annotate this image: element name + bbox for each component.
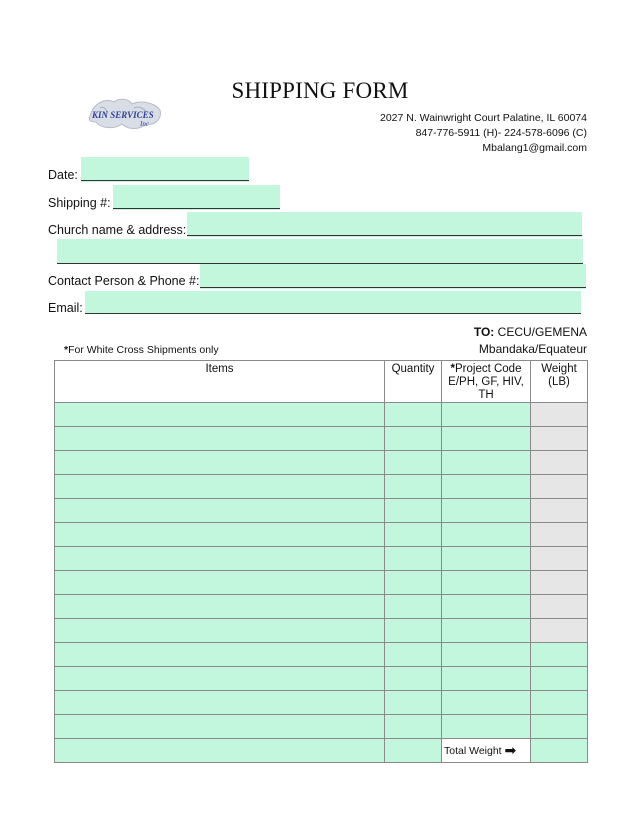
- item-cell[interactable]: [55, 427, 385, 451]
- quantity-cell[interactable]: [385, 643, 442, 667]
- weight-cell[interactable]: [531, 427, 588, 451]
- quantity-header: Quantity: [385, 361, 442, 403]
- email-field[interactable]: [85, 291, 581, 314]
- quantity-cell[interactable]: [385, 427, 442, 451]
- project-code-cell[interactable]: [442, 643, 531, 667]
- table-row: [55, 667, 588, 691]
- table-row: [55, 547, 588, 571]
- project-code-cell[interactable]: [442, 715, 531, 739]
- logo-text-inc: Inc: [140, 120, 149, 128]
- destination-line-1: CECU/GEMENA: [497, 325, 587, 339]
- table-row: [55, 643, 588, 667]
- weight-cell[interactable]: [531, 571, 588, 595]
- table-row: [55, 475, 588, 499]
- project-code-cell[interactable]: [442, 595, 531, 619]
- item-cell[interactable]: [55, 595, 385, 619]
- item-cell[interactable]: [55, 571, 385, 595]
- quantity-cell[interactable]: [385, 451, 442, 475]
- item-cell[interactable]: [55, 499, 385, 523]
- weight-cell[interactable]: [531, 475, 588, 499]
- quantity-cell[interactable]: [385, 571, 442, 595]
- project-code-cell[interactable]: [442, 691, 531, 715]
- email-label: Email:: [48, 301, 83, 315]
- shipping-number-label: Shipping #:: [48, 196, 111, 210]
- weight-cell[interactable]: [531, 451, 588, 475]
- items-table: [54, 360, 588, 763]
- email-underline: [85, 313, 581, 314]
- weight-cell[interactable]: [531, 667, 588, 691]
- item-cell[interactable]: [55, 667, 385, 691]
- project-code-sub: E/PH, GF, HIV, TH: [448, 376, 524, 401]
- to-label: TO:: [473, 325, 495, 339]
- table-row: [55, 571, 588, 595]
- project-code-cell[interactable]: [442, 451, 531, 475]
- item-cell[interactable]: [55, 547, 385, 571]
- quantity-cell[interactable]: [385, 523, 442, 547]
- project-code-header: *Project Code E/PH, GF, HIV, TH: [442, 361, 531, 403]
- email-line: Mbalang1@gmail.com: [482, 142, 587, 154]
- quantity-cell[interactable]: [385, 739, 442, 763]
- project-code-cell[interactable]: [442, 667, 531, 691]
- project-code-cell[interactable]: [442, 475, 531, 499]
- item-cell[interactable]: [55, 451, 385, 475]
- quantity-cell[interactable]: [385, 499, 442, 523]
- weight-cell[interactable]: [531, 403, 588, 427]
- table-row: [55, 619, 588, 643]
- white-cross-note: [64, 344, 219, 356]
- weight-cell[interactable]: [531, 523, 588, 547]
- quantity-cell[interactable]: [385, 667, 442, 691]
- project-code-cell[interactable]: [442, 499, 531, 523]
- total-weight-field[interactable]: [531, 739, 588, 763]
- items-header: Items: [55, 361, 385, 403]
- item-cell[interactable]: [55, 523, 385, 547]
- item-cell[interactable]: [55, 739, 385, 763]
- weight-cell[interactable]: [531, 619, 588, 643]
- phone-line: 847-776-5911 (H)- 224-578-6096 (C): [415, 127, 587, 139]
- destination-block: [474, 324, 587, 358]
- table-row: [55, 427, 588, 451]
- arrow-right-icon: ➡: [504, 742, 517, 758]
- item-cell[interactable]: [55, 715, 385, 739]
- weight-unit: (LB): [548, 376, 570, 388]
- quantity-cell[interactable]: [385, 715, 442, 739]
- weight-cell[interactable]: [531, 595, 588, 619]
- quantity-cell[interactable]: [385, 619, 442, 643]
- address-line: 2027 N. Wainwright Court Palatine, IL 60074: [379, 112, 587, 124]
- shipping-underline: [113, 208, 280, 209]
- item-cell[interactable]: [55, 691, 385, 715]
- quantity-cell[interactable]: [385, 547, 442, 571]
- quantity-cell[interactable]: [385, 691, 442, 715]
- project-code-cell[interactable]: [442, 403, 531, 427]
- table-row: [55, 523, 588, 547]
- logo-text: KIN SERVICES: [92, 110, 154, 120]
- item-cell[interactable]: [55, 475, 385, 499]
- date-label: Date:: [48, 168, 78, 182]
- date-underline: [81, 180, 249, 181]
- total-weight-label: Total Weight ➡: [442, 739, 531, 763]
- kin-services-logo: [84, 94, 166, 136]
- project-code-cell[interactable]: [442, 619, 531, 643]
- contact-field[interactable]: [200, 264, 586, 289]
- note-star: *: [64, 344, 69, 356]
- weight-cell[interactable]: [531, 715, 588, 739]
- church-address-field-2[interactable]: [57, 239, 583, 264]
- church-label: Church name & address:: [48, 223, 187, 237]
- destination-line-2: Mbandaka/Equateur: [478, 342, 587, 356]
- table-row: [55, 595, 588, 619]
- weight-cell[interactable]: [531, 499, 588, 523]
- total-row: [55, 739, 588, 763]
- table-row: [55, 715, 588, 739]
- date-field[interactable]: [81, 157, 249, 182]
- table-row: [55, 403, 588, 427]
- project-code-cell[interactable]: [442, 547, 531, 571]
- quantity-cell[interactable]: [385, 403, 442, 427]
- table-row: [55, 691, 588, 715]
- weight-cell[interactable]: [531, 547, 588, 571]
- page-title: SHIPPING FORM: [231, 78, 409, 103]
- weight-cell[interactable]: [531, 643, 588, 667]
- item-cell[interactable]: [55, 643, 385, 667]
- church-field[interactable]: [187, 212, 582, 237]
- contact-label: Contact Person & Phone #:: [48, 274, 200, 288]
- table-row: [55, 499, 588, 523]
- shipping-number-field[interactable]: [113, 185, 280, 210]
- church-underline: [187, 235, 582, 236]
- note-text: For White Cross Shipments only: [68, 344, 219, 356]
- quantity-cell[interactable]: [385, 595, 442, 619]
- contact-underline: [200, 287, 586, 288]
- project-code-cell[interactable]: [442, 571, 531, 595]
- item-cell[interactable]: [55, 619, 385, 643]
- weight-cell[interactable]: [531, 691, 588, 715]
- project-code-cell[interactable]: [442, 427, 531, 451]
- weight-header: Weight (LB): [531, 361, 588, 403]
- quantity-cell[interactable]: [385, 475, 442, 499]
- table-row: [55, 451, 588, 475]
- project-code-cell[interactable]: [442, 523, 531, 547]
- item-cell[interactable]: [55, 403, 385, 427]
